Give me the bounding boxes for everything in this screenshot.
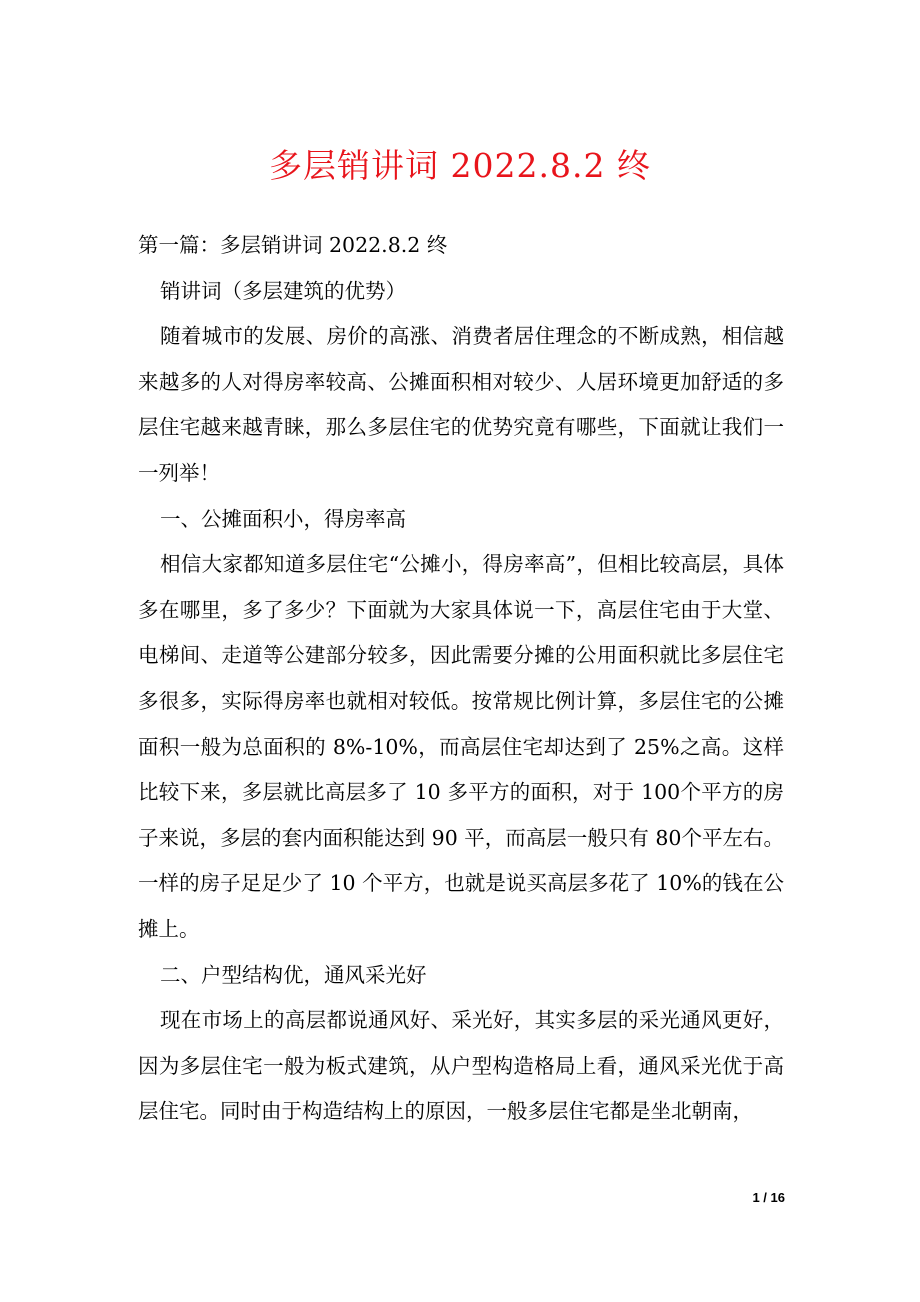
heading-point-two: 二、户型结构优，通风采光好 — [160, 962, 427, 987]
document-subtitle: 销讲词（多层建筑的优势） — [160, 278, 406, 303]
section-heading: 第一篇：多层销讲词 2022.8.2 终 — [138, 233, 448, 257]
paragraph-point-two: 现在市场上的高层都说通风好、采光好，其实多层的采光通风更好，因为多层住宅一般为板式建筑，从户型构造格局上看，通风采光优于高层住宅。同时由于构造结构上的原因，一般多层住宅都是坐北朝南， — [138, 1008, 784, 1124]
paragraph-point-one: 相信大家都知道多层住宅“公摊小，得房率高”，但相比较高层，具体多在哪里，多了多少？下面就为大家具体说一下，高层住宅由于大堂、电梯间、走道等公建部分较多，因此需要分摊的公用面积就比多层住宅多很多，实际得房率也就相对较低。按常规比例计算，多层住宅的公摊面积一般为总面积的 8%-10%，而高层住宅却达到了 25%之高。这样比较下来，多层就比高层多了 10 多平方的面积，对于 100个平方的房子来说，多层的套内面积能达到 90 平，而高层一般只有 80个平左右。一样的房子足足少了 10 个平方，也就是说买高层多花了 10%的钱在公摊上。 — [138, 552, 784, 941]
document-body — [138, 223, 784, 1135]
page-indicator: 1 / 16 — [752, 1190, 785, 1205]
paragraph-intro: 随着城市的发展、房价的高涨、消费者居住理念的不断成熟，相信越来越多的人对得房率较高、公摊面积相对较少、人居环境更加舒适的多层住宅越来越青睐，那么多层住宅的优势究竟有哪些，下面就让我们一一列举！ — [138, 324, 784, 485]
document-title: 多层销讲词 2022.8.2 终 — [269, 146, 651, 185]
heading-point-one: 一、公摊面积小，得房率高 — [160, 506, 406, 531]
